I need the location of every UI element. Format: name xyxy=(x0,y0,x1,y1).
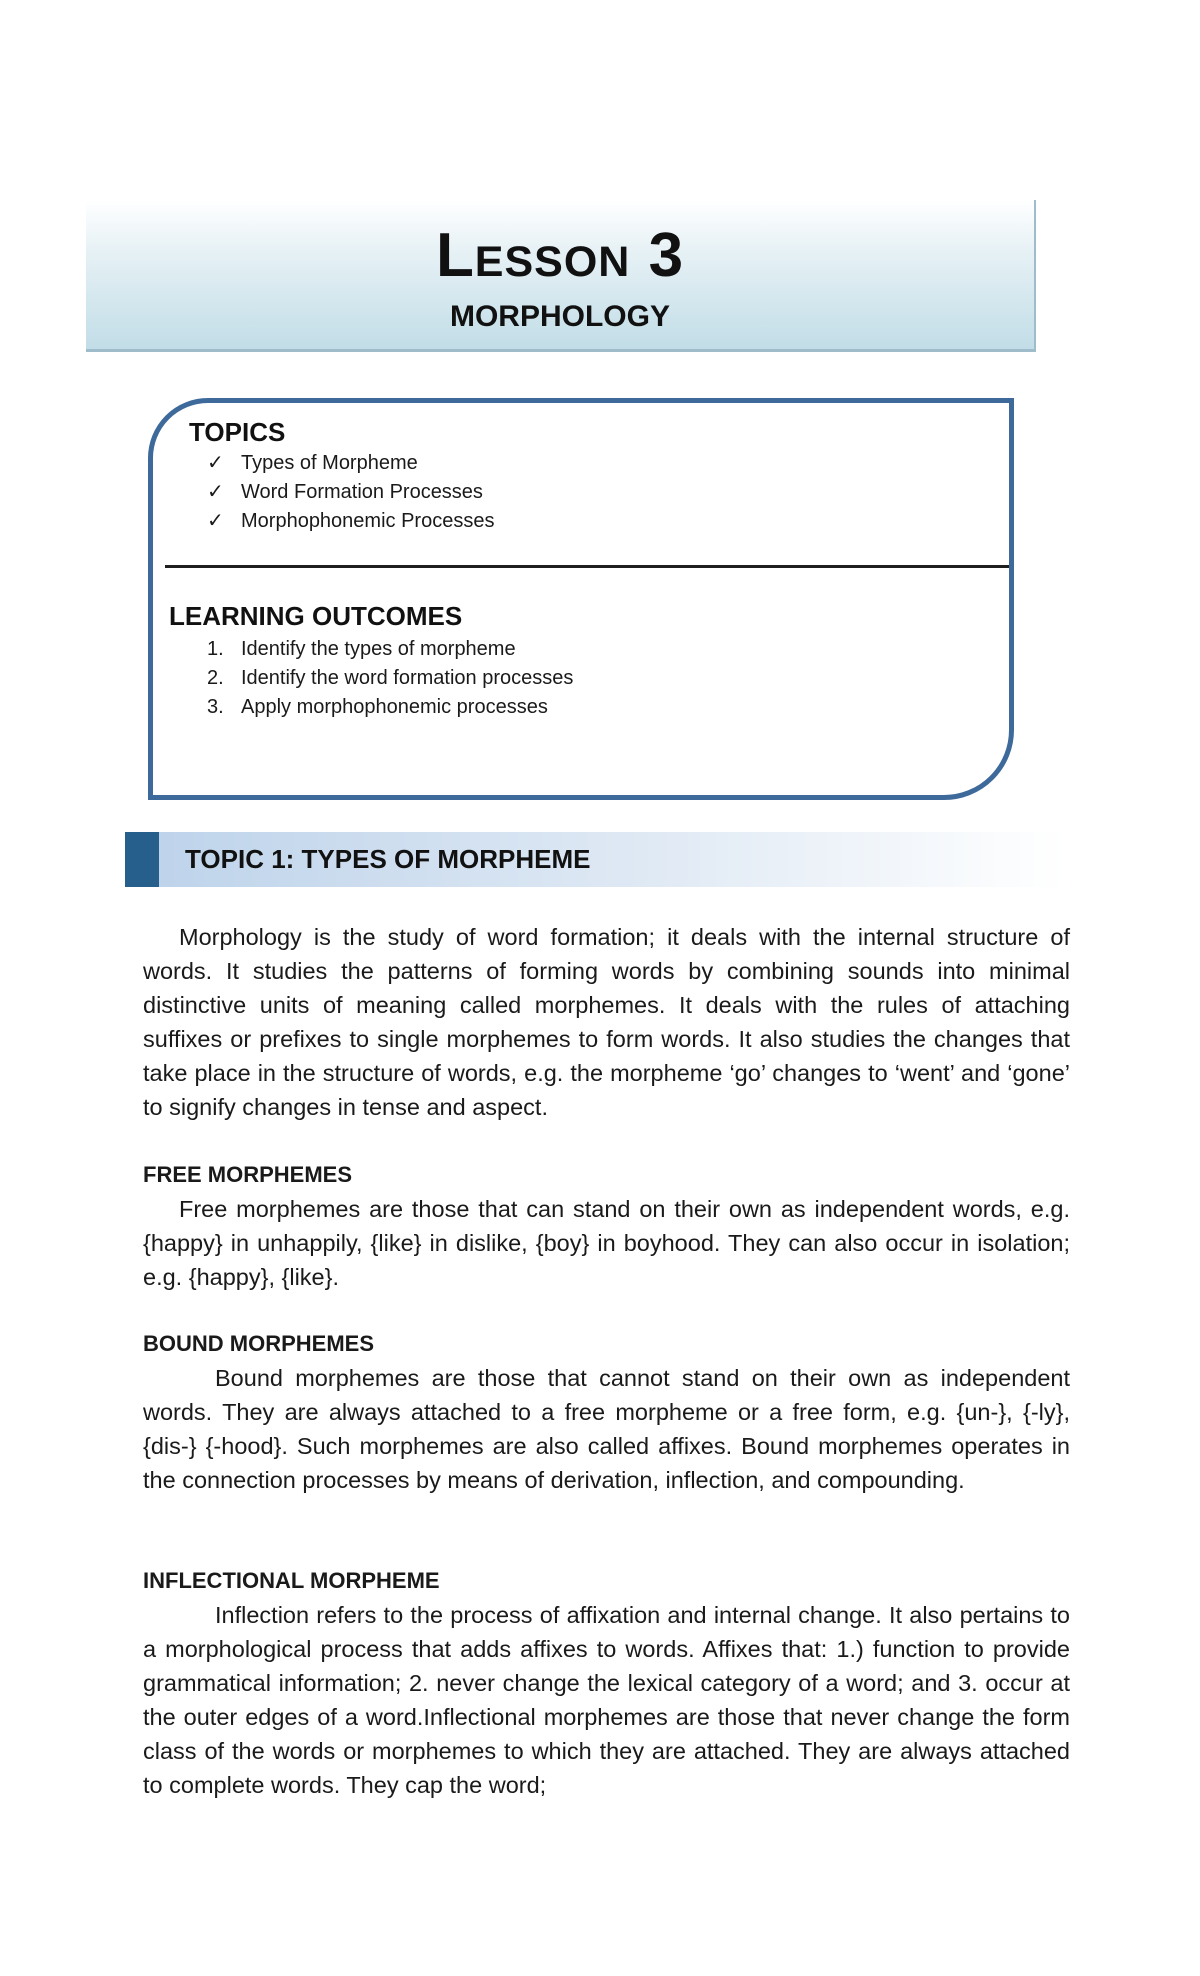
outcome-number: 1. xyxy=(207,638,224,660)
topic-heading-bar xyxy=(125,832,1065,887)
topic-title: TOPIC 1: TYPES OF MORPHEME xyxy=(185,844,591,874)
outcome-item xyxy=(207,664,573,693)
outcomes-list xyxy=(207,635,573,722)
bound-morphemes-section xyxy=(143,1327,1070,1497)
checkmark-icon: ✓ xyxy=(207,481,224,503)
section-heading: INFLECTIONAL MORPHEME xyxy=(143,1568,440,1593)
outcome-number: 2. xyxy=(207,667,224,689)
learning-outcomes-heading: LEARNING OUTCOMES xyxy=(169,601,463,631)
inflectional-morpheme-section xyxy=(143,1564,1070,1802)
intro-paragraph: Morphology is the study of word formation; it deals with the internal structure of words. It studies the patterns of forming words by combining sounds into minimal distinctive units of meaning called morphemes. It deals with the rules of attaching suffixes or prefixes to single morphemes to form words. It also studies the changes that take place in the structure of words, e.g. the morpheme ‘go’ changes to ‘went’ and ‘gone’ to signify changes in tense and aspect. xyxy=(143,924,1070,1120)
checkmark-icon: ✓ xyxy=(207,510,224,532)
outcome-item-label: Identify the word formation processes xyxy=(241,667,574,689)
lesson-subtitle: MORPHOLOGY xyxy=(449,300,670,333)
outcome-item xyxy=(207,635,573,664)
section-paragraph: Inflection refers to the process of affixation and internal change. It also pertains to a morphological process that adds affixes to words. Affixes that: 1.) function to provide grammatical information; 2. never change the lexical category of a word; and 3. occur at the outer edges of a word.Inflectional morphemes are those that never change the form class of the words or morphemes to which they are attached. They are always attached to complete words. They cap the word; xyxy=(143,1602,1070,1798)
outcome-item-label: Identify the types of morpheme xyxy=(241,638,516,660)
topics-outcomes-box xyxy=(148,398,1014,800)
free-morphemes-section xyxy=(143,1158,1070,1294)
checkmark-icon: ✓ xyxy=(207,452,224,474)
topic-item-label: Word Formation Processes xyxy=(241,481,483,503)
outcome-item xyxy=(207,693,573,722)
box-divider xyxy=(165,565,1009,568)
outcome-item-label: Apply morphophonemic processes xyxy=(241,696,548,718)
topic-item xyxy=(207,478,494,507)
topic-marker-square xyxy=(125,832,159,887)
section-paragraph: Free morphemes are those that can stand on their own as independent words, e.g.{happy} in unhappily, {like} in dislike, {boy} in boyhood. They can also occur in isolation; e.g. {happy}, {like}. xyxy=(143,1196,1070,1290)
intro-section xyxy=(143,920,1070,1124)
outcome-number: 3. xyxy=(207,696,224,718)
topic-item-label: Types of Morpheme xyxy=(241,452,418,474)
topics-list xyxy=(207,449,494,536)
section-heading: BOUND MORPHEMES xyxy=(143,1331,375,1356)
topic-item xyxy=(207,449,494,478)
section-heading: FREE MORPHEMES xyxy=(143,1162,353,1187)
lesson-banner xyxy=(86,200,1036,352)
lesson-title: Lesson 3 xyxy=(435,221,685,290)
topics-heading: TOPICS xyxy=(189,417,286,447)
topic-item xyxy=(207,507,494,536)
topic-item-label: Morphophonemic Processes xyxy=(241,510,495,532)
section-paragraph: Bound morphemes are those that cannot stand on their own as independent words. They are always attached to a free morpheme or a free form, e.g. {un-}, {-ly}, {dis-} {-hood}. Such morphemes are also called affixes. Bound morphemes operates in the connection processes by means of derivation, inflection, and compounding. xyxy=(143,1365,1070,1493)
